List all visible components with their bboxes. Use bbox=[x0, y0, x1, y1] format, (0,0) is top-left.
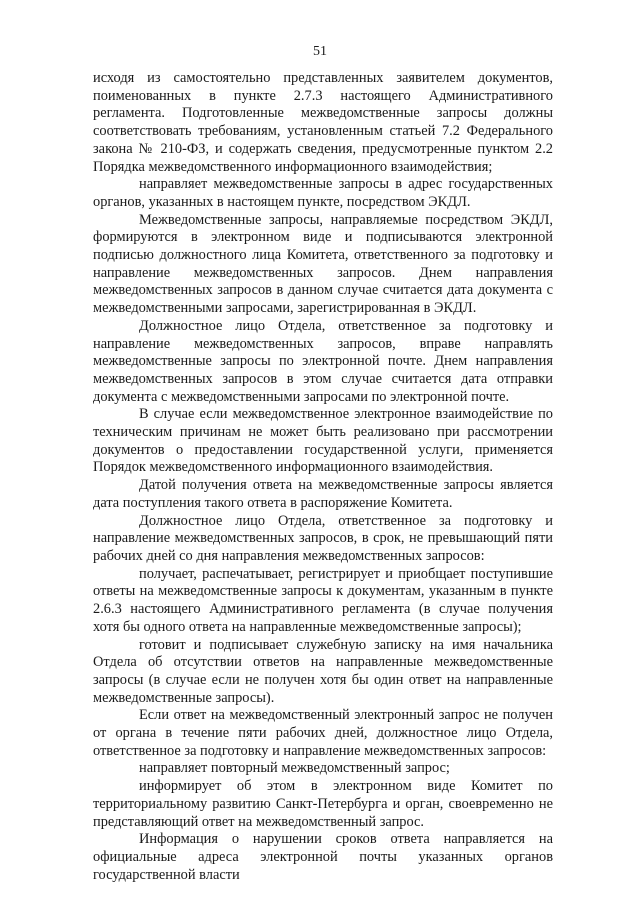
paragraph-12: информирует об этом в электронном виде Комитет по территориальному развитию Санкт-Петербурга и орган, своевременно не представляющий ответ на межведомственный запрос. bbox=[93, 778, 553, 830]
paragraph-3: Межведомственные запросы, направляемые посредством ЭКДЛ, формируются в электронном виде и подписываются электронной подписью должностного лица Комитета, ответственного за подготовку и направление межведомственных запросов. Днем направления межведомственных запросов в данном случае считается дата документа с межведомственными запросами, зарегистрированная в ЭКДЛ. bbox=[93, 211, 553, 317]
paragraph-2: направляет межведомственные запросы в адрес государственных органов, указанных в настоящем пункте, посредством ЭКДЛ. bbox=[93, 176, 553, 210]
document-body bbox=[93, 70, 553, 884]
paragraph-5: В случае если межведомственное электронное взаимодействие по техническим причинам не может быть реализовано при рассмотрении документов о предоставлении государственной услуги, применяется Порядок межведомственного информационного взаимодействия. bbox=[93, 406, 553, 476]
paragraph-13: Информация о нарушении сроков ответа направляется на официальные адреса электронной почты указанных органов государственной власти bbox=[93, 831, 553, 883]
paragraph-9: готовит и подписывает служебную записку на имя начальника Отдела об отсутствии ответов на направленные межведомственные запросы (в случае если не получен хотя бы один ответ на направленные межведомственные запросы). bbox=[93, 636, 553, 706]
page-number: 51 bbox=[313, 44, 327, 59]
paragraph-7: Должностное лицо Отдела, ответственное за подготовку и направление межведомственных запросов, в срок, не превышающий пяти рабочих дней со дня направления межведомственных запросов: bbox=[93, 512, 553, 564]
paragraph-4: Должностное лицо Отдела, ответственное за подготовку и направление межведомственных запросов, вправе направлять межведомственные запросы по электронной почте. Днем направления межведомственных запросов в этом случае считается дата отправки документа с межведомственными запросами по электронной почте. bbox=[93, 317, 553, 405]
paragraph-1: исходя из самостоятельно представленных заявителем документов, поименованных в пункте 2.7.3 настоящего Административного регламента. Подготовленные межведомственные запросы должны соответствовать требованиям, установленным статьей 7.2 Федерального закона № 210-ФЗ, и содержать сведения, предусмотренные пунктом 2.2 Порядка межведомственного информационного взаимодействия; bbox=[93, 70, 553, 175]
paragraph-8: получает, распечатывает, регистрирует и приобщает поступившие ответы на межведомственные запросы к документам, указанным в пункте 2.6.3 настоящего Административного регламента (в случае получения хотя бы одного ответа на направленные межведомственные запросы); bbox=[93, 565, 553, 635]
paragraph-11: направляет повторный межведомственный запрос; bbox=[139, 760, 450, 777]
paragraph-6: Датой получения ответа на межведомственные запросы является дата поступления такого ответа в распоряжение Комитета. bbox=[93, 477, 553, 511]
paragraph-10: Если ответ на межведомственный электронный запрос не получен от органа в течение пяти рабочих дней, должностное лицо Отдела, ответственное за подготовку и направление межведомственных запросов: bbox=[93, 707, 553, 759]
